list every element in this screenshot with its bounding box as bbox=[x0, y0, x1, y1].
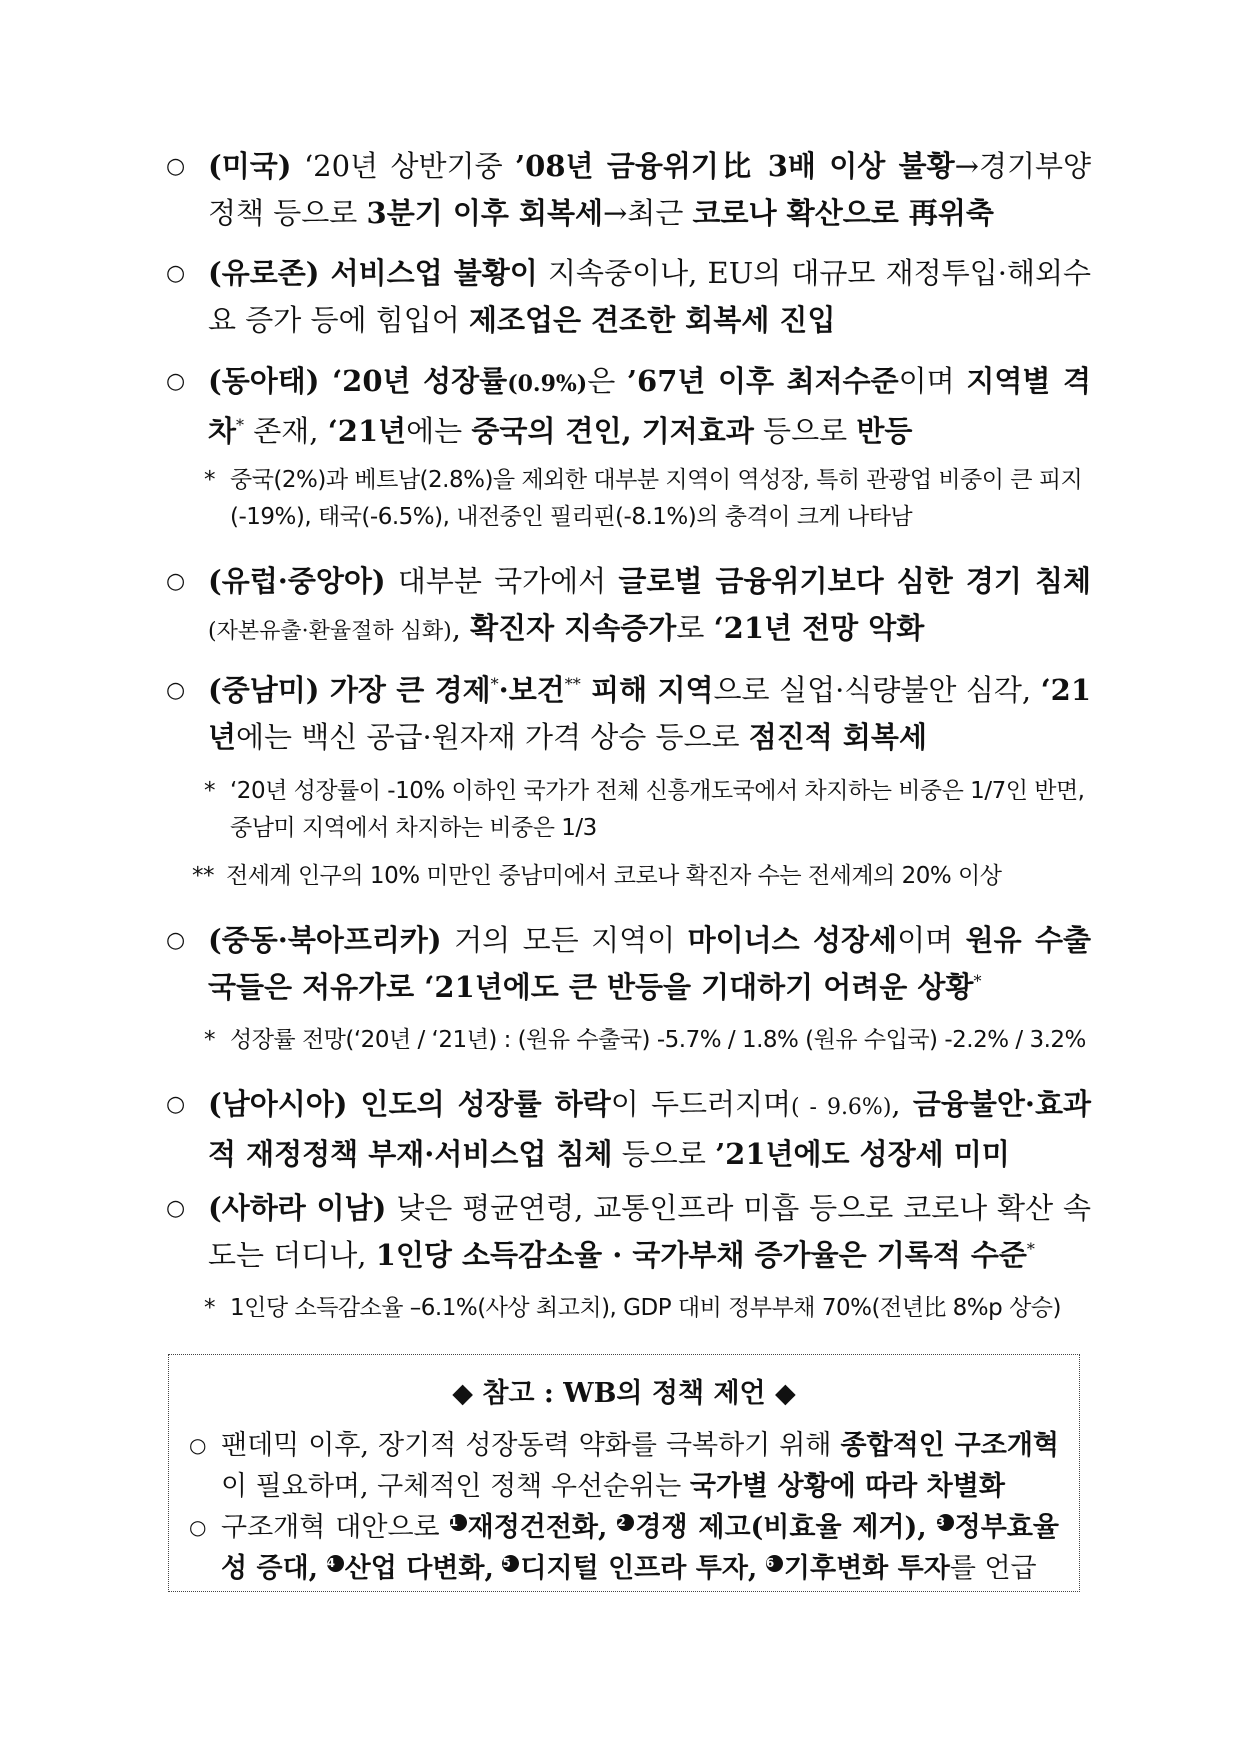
bullet-mark: ○ bbox=[166, 678, 186, 703]
number-badge: 1 bbox=[450, 1514, 467, 1531]
reference-box-title: ◆ 참고 : WB의 정책 제언 ◆ bbox=[452, 1378, 796, 1409]
number-badge: 3 bbox=[937, 1514, 954, 1531]
bullet-eurozone: ○ (유로존) 서비스업 불황이 지속중이나, EU의 대규모 재정투입·해외수요 증가 등에 힘입어 제조업은 견조한 회복세 진입 bbox=[166, 250, 1091, 344]
bullet-sub-saharan: ○ (사하라 이남) 낮은 평균연령, 교통인프라 미흡 등으로 코로나 확산 속도는 더디나, 1인당 소득감소율 · 국가부채 증가율은 기록적 수준* bbox=[166, 1185, 1091, 1279]
bullet-east-asia: ○ (동아태) ‘20년 성장률(0.9%)은 ’67년 이후 최저수준이며 지역별 격차* 존재, ‘21년에는 중국의 견인, 기저효과 등으로 반등 bbox=[166, 358, 1091, 455]
number-badge: 2 bbox=[617, 1514, 634, 1531]
bullet-mark: ○ bbox=[166, 1196, 186, 1221]
bullet-mark: ○ bbox=[166, 569, 186, 594]
bullet-mark: ○ bbox=[166, 154, 186, 179]
bullet-mark: ○ bbox=[166, 1092, 186, 1117]
number-badge: 5 bbox=[502, 1555, 519, 1572]
bullet-mark: ○ bbox=[166, 369, 186, 394]
region-label: (사하라 이남) bbox=[208, 1191, 387, 1225]
bullet-mark: ○ bbox=[189, 1515, 207, 1539]
footnote-east-asia: * 중국(2%)과 베트남(2.8%)을 제외한 대부분 지역이 역성장, 특히 관광업 비중이 큰 피지(-19%), 태국(-6.5%), 내전중인 필리핀(-8.1%)의 충격이 크게 나타남 bbox=[204, 467, 1083, 530]
footnote-sub-saharan: * 1인당 소득감소율 –6.1%(사상 최고치), GDP 대비 정부부채 70%(전년比 8%p 상승) bbox=[204, 1295, 1061, 1321]
footnote-mena: * 성장률 전망(‘20년 / ‘21년) : (원유 수출국) -5.7% / 1.8% (원유 수입국) -2.2% / 3.2% bbox=[204, 1027, 1086, 1053]
region-label: (유럽·중앙아) bbox=[208, 564, 386, 598]
number-badge: 6 bbox=[766, 1555, 783, 1572]
number-badge: 4 bbox=[327, 1555, 344, 1572]
bullet-mena: ○ (중동·북아프리카) 거의 모든 지역이 마이너스 성장세이며 원유 수출국들은 저유가로 ‘21년에도 큰 반등을 기대하기 어려운 상황* bbox=[166, 917, 1091, 1011]
footnote-latin-america-2: ** 전세계 인구의 10% 미만인 중남미에서 코로나 확진자 수는 전세계의 20% 이상 bbox=[192, 863, 1002, 889]
bullet-europe-central-asia: ○ (유럽·중앙아) 대부분 국가에서 글로벌 금융위기보다 심한 경기 침체(자본유출·환율절하 심화), 확진자 지속증가로 ‘21년 전망 악화 bbox=[166, 558, 1091, 655]
bullet-south-asia: ○ (남아시아) 인도의 성장률 하락이 두드러지며( - 9.6%), 금융불안·효과적 재정정책 부재·서비스업 침체 등으로 ’21년에도 성장세 미미 bbox=[166, 1081, 1091, 1178]
reference-item-1: ○ 팬데믹 이후, 장기적 성장동력 약화를 극복하기 위해 종합적인 구조개혁이 필요하며, 구체적인 정책 우선순위는 국가별 상황에 따라 차별화 bbox=[189, 1425, 1059, 1507]
region-label: (중동·북아프리카) bbox=[208, 923, 442, 957]
reference-item-2: ○ 구조개혁 대안으로 1 재정건전화, 2 경쟁 제고(비효율 제거), 3 정부효율성 증대, 4 산업 다변화, 5 디지털 인프라 투자, 6 기후변화 투자를 언급 bbox=[189, 1507, 1059, 1589]
bullet-mark: ○ bbox=[166, 261, 186, 286]
reference-box bbox=[168, 1354, 1080, 1592]
footnote-latin-america-1: * ‘20년 성장률이 -10% 이하인 국가가 전체 신흥개도국에서 차지하는 비중은 1/7인 반면, 중남미 지역에서 차지하는 비중은 1/3 bbox=[204, 778, 1085, 841]
bullet-mark: ○ bbox=[189, 1433, 207, 1457]
bullet-mark: ○ bbox=[166, 928, 186, 953]
region-label: (남아시아) bbox=[208, 1087, 348, 1121]
bullet-usa: ○ (미국) ‘20년 상반기중 ’08년 금융위기比 3배 이상 불황→경기부양 정책 등으로 3분기 이후 회복세→최근 코로나 확산으로 再위축 bbox=[166, 143, 1091, 237]
region-label: (동아태) bbox=[208, 364, 320, 398]
region-label: (중남미) bbox=[208, 673, 320, 707]
region-label: (미국) bbox=[208, 149, 292, 183]
bullet-latin-america: ○ (중남미) 가장 큰 경제*·보건** 피해 지역으로 실업·식량불안 심각, ‘21년에는 백신 공급·원자재 가격 상승 등으로 점진적 회복세 bbox=[166, 667, 1091, 761]
region-label: (유로존) bbox=[208, 256, 320, 290]
